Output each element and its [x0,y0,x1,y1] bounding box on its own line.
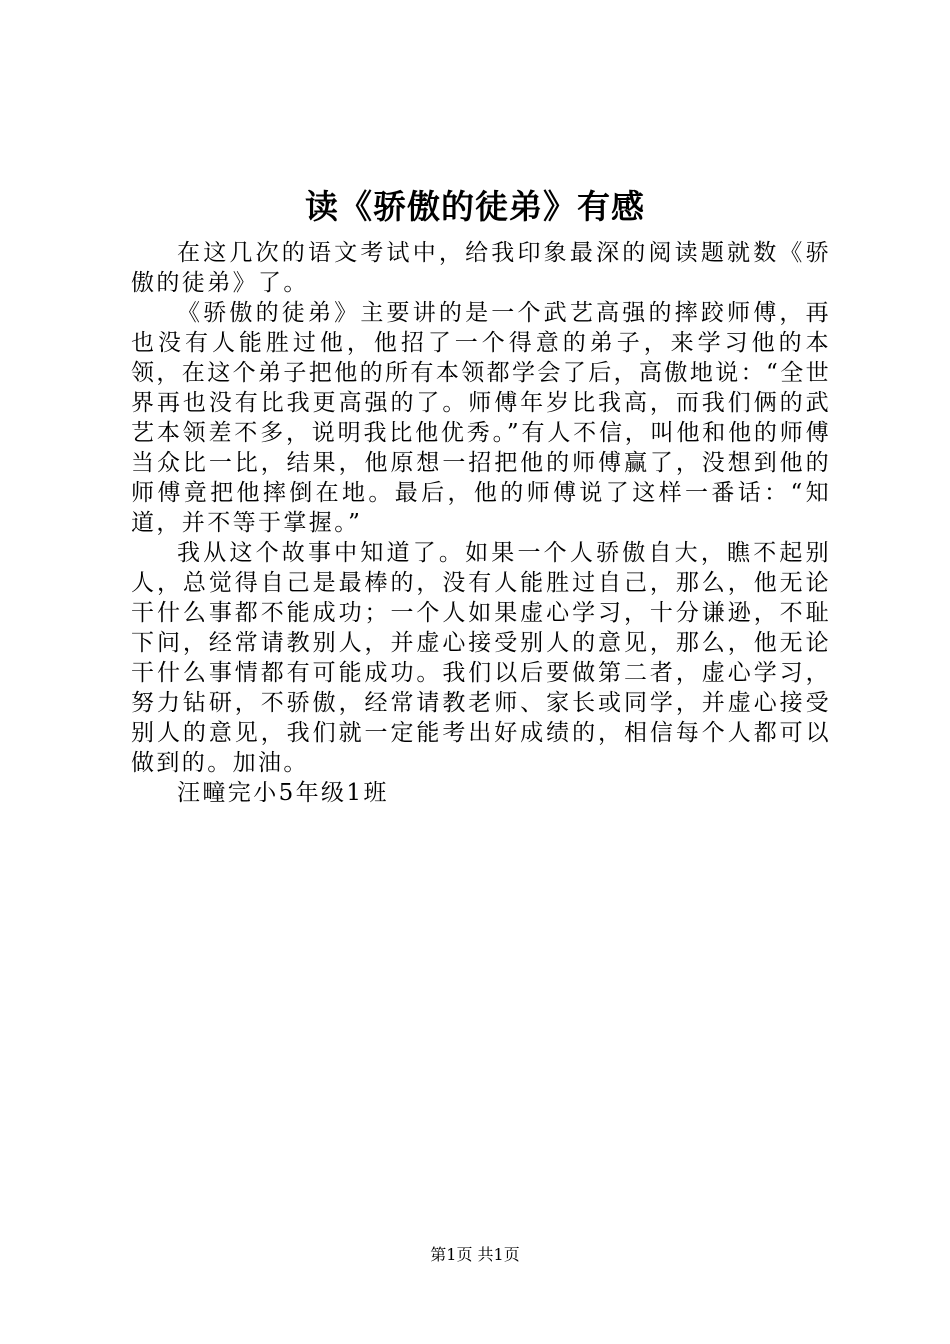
paragraph-reflection: 我从这个故事中知道了。如果一个人骄傲自大，瞧不起别人，总觉得自己是最棒的，没有人能胜过自己，那么，他无论干什么事都不能成功；一个人如果虚心学习，十分谦逊，不耻下问，经常请教别人，并虚心接受别人的意见，那么，他无论干什么事情都有可能成功。我们以后要做第二者，虚心学习，努力钻研，不骄傲，经常请教老师、家长或同学，并虚心接受别人的意见，我们就一定能考出好成绩的，相信每个人都可以做到的。加油。 [131,540,831,776]
page-footer: 第1页 共1页 [430,1245,520,1264]
author-line: 汪疃完小5年级1班 [177,780,389,806]
paragraph-intro: 在这几次的语文考试中，给我印象最深的阅读题就数《骄傲的徒弟》了。 [131,240,831,296]
document-body [131,238,831,808]
paragraph-story-summary: 《骄傲的徒弟》主要讲的是一个武艺高强的摔跤师傅，再也没有人能胜过他，他招了一个得意的弟子，来学习他的本领，在这个弟子把他的所有本领都学会了后，高傲地说：“全世界再也没有比我更高强的了。师傅年岁比我高，而我们俩的武艺本领差不多，说明我比他优秀。”有人不信，叫他和他的师傅当众比一比，结果，他原想一招把他的师傅赢了，没想到他的师傅竟把他摔倒在地。最后，他的师傅说了这样一番话：“知道，并不等于掌握。” [131,300,831,536]
document-title: 读《骄傲的徒弟》有感 [305,187,645,226]
